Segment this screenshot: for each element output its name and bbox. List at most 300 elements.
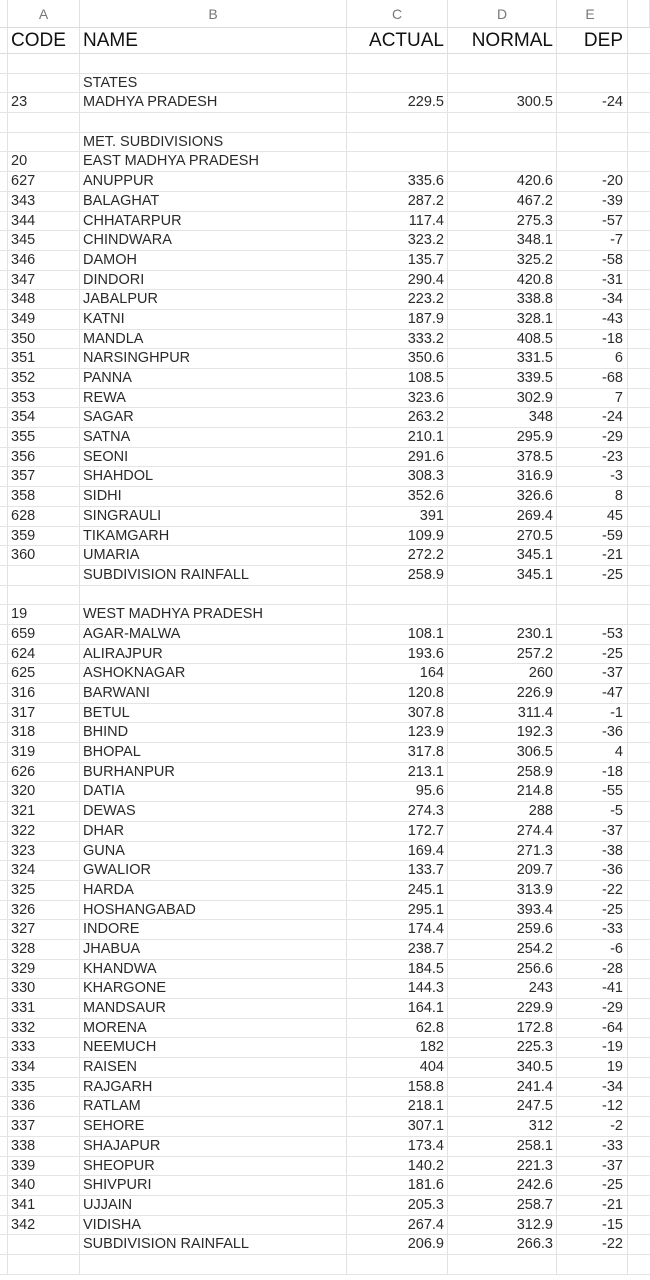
name-cell[interactable]: WEST MADHYA PRADESH [80, 605, 347, 624]
normal-cell[interactable] [448, 54, 557, 73]
name-cell[interactable]: AGAR-MALWA [80, 625, 347, 644]
normal-cell[interactable]: 260 [448, 664, 557, 683]
name-cell[interactable]: DINDORI [80, 271, 347, 290]
empty-cell[interactable] [628, 93, 650, 112]
empty-cell[interactable] [628, 861, 650, 880]
name-cell[interactable]: INDORE [80, 920, 347, 939]
dep-cell[interactable]: 6 [557, 349, 628, 368]
name-cell[interactable] [80, 54, 347, 73]
name-cell[interactable]: SUBDIVISION RAINFALL [80, 566, 347, 585]
header-code[interactable]: CODE [8, 28, 80, 53]
empty-cell[interactable] [628, 881, 650, 900]
code-cell[interactable]: 323 [8, 842, 80, 861]
normal-cell[interactable]: 312 [448, 1117, 557, 1136]
actual-cell[interactable]: 263.2 [347, 408, 448, 427]
empty-cell[interactable] [628, 1137, 650, 1156]
empty-cell[interactable] [628, 408, 650, 427]
name-cell[interactable]: SHIVPURI [80, 1176, 347, 1195]
normal-cell[interactable]: 258.7 [448, 1196, 557, 1215]
code-cell[interactable]: 19 [8, 605, 80, 624]
empty-cell[interactable] [628, 664, 650, 683]
code-cell[interactable]: 328 [8, 940, 80, 959]
dep-cell[interactable]: -20 [557, 172, 628, 191]
code-cell[interactable]: 359 [8, 527, 80, 546]
code-cell[interactable]: 350 [8, 330, 80, 349]
empty-cell[interactable] [628, 1117, 650, 1136]
dep-cell[interactable]: -21 [557, 1196, 628, 1215]
header-actual[interactable]: ACTUAL [347, 28, 448, 53]
dep-cell[interactable]: -23 [557, 448, 628, 467]
empty-cell[interactable] [628, 586, 650, 605]
empty-cell[interactable] [628, 487, 650, 506]
code-cell[interactable]: 348 [8, 290, 80, 309]
code-cell[interactable]: 339 [8, 1157, 80, 1176]
dep-cell[interactable]: -36 [557, 861, 628, 880]
empty-cell[interactable] [628, 1176, 650, 1195]
empty-cell[interactable] [628, 782, 650, 801]
empty-cell[interactable] [628, 172, 650, 191]
dep-cell[interactable] [557, 152, 628, 171]
normal-cell[interactable]: 338.8 [448, 290, 557, 309]
dep-cell[interactable]: -41 [557, 979, 628, 998]
actual-cell[interactable]: 182 [347, 1038, 448, 1057]
actual-cell[interactable]: 193.6 [347, 645, 448, 664]
name-cell[interactable]: SHAJAPUR [80, 1137, 347, 1156]
code-cell[interactable]: 351 [8, 349, 80, 368]
code-cell[interactable] [8, 566, 80, 585]
code-cell[interactable] [8, 1255, 80, 1274]
code-cell[interactable]: 337 [8, 1117, 80, 1136]
actual-cell[interactable]: 258.9 [347, 566, 448, 585]
actual-cell[interactable]: 223.2 [347, 290, 448, 309]
code-cell[interactable] [8, 1235, 80, 1254]
actual-cell[interactable] [347, 133, 448, 152]
empty-cell[interactable] [628, 566, 650, 585]
dep-cell[interactable]: -53 [557, 625, 628, 644]
actual-cell[interactable]: 295.1 [347, 901, 448, 920]
code-cell[interactable]: 357 [8, 467, 80, 486]
normal-cell[interactable]: 325.2 [448, 251, 557, 270]
empty-cell[interactable] [628, 999, 650, 1018]
normal-cell[interactable]: 312.9 [448, 1216, 557, 1235]
normal-cell[interactable]: 270.5 [448, 527, 557, 546]
name-cell[interactable]: BURHANPUR [80, 763, 347, 782]
actual-cell[interactable]: 290.4 [347, 271, 448, 290]
actual-cell[interactable]: 205.3 [347, 1196, 448, 1215]
dep-cell[interactable]: -68 [557, 369, 628, 388]
normal-cell[interactable]: 378.5 [448, 448, 557, 467]
name-cell[interactable]: KATNI [80, 310, 347, 329]
actual-cell[interactable] [347, 152, 448, 171]
dep-cell[interactable]: -57 [557, 212, 628, 231]
normal-cell[interactable]: 348 [448, 408, 557, 427]
name-cell[interactable]: MET. SUBDIVISIONS [80, 133, 347, 152]
name-cell[interactable]: MANDLA [80, 330, 347, 349]
name-cell[interactable]: UJJAIN [80, 1196, 347, 1215]
code-cell[interactable]: 352 [8, 369, 80, 388]
normal-cell[interactable]: 192.3 [448, 723, 557, 742]
dep-cell[interactable]: -7 [557, 231, 628, 250]
code-cell[interactable]: 316 [8, 684, 80, 703]
name-cell[interactable]: CHHATARPUR [80, 212, 347, 231]
name-cell[interactable]: JHABUA [80, 940, 347, 959]
code-cell[interactable]: 356 [8, 448, 80, 467]
actual-cell[interactable]: 323.2 [347, 231, 448, 250]
dep-cell[interactable]: -5 [557, 802, 628, 821]
code-cell[interactable]: 331 [8, 999, 80, 1018]
dep-cell[interactable] [557, 1255, 628, 1274]
normal-cell[interactable]: 247.5 [448, 1097, 557, 1116]
normal-cell[interactable]: 339.5 [448, 369, 557, 388]
name-cell[interactable]: GUNA [80, 842, 347, 861]
name-cell[interactable]: KHARGONE [80, 979, 347, 998]
actual-cell[interactable]: 307.8 [347, 704, 448, 723]
code-cell[interactable]: 346 [8, 251, 80, 270]
dep-cell[interactable]: -21 [557, 546, 628, 565]
name-cell[interactable]: DHAR [80, 822, 347, 841]
actual-cell[interactable]: 210.1 [347, 428, 448, 447]
normal-cell[interactable]: 257.2 [448, 645, 557, 664]
empty-cell[interactable] [628, 1216, 650, 1235]
actual-cell[interactable] [347, 1255, 448, 1274]
code-cell[interactable]: 340 [8, 1176, 80, 1195]
actual-cell[interactable]: 173.4 [347, 1137, 448, 1156]
normal-cell[interactable] [448, 605, 557, 624]
name-cell[interactable]: SINGRAULI [80, 507, 347, 526]
code-cell[interactable]: 625 [8, 664, 80, 683]
normal-cell[interactable]: 306.5 [448, 743, 557, 762]
empty-cell[interactable] [628, 743, 650, 762]
code-cell[interactable]: 349 [8, 310, 80, 329]
empty-cell[interactable] [628, 546, 650, 565]
actual-cell[interactable]: 272.2 [347, 546, 448, 565]
empty-cell[interactable] [628, 763, 650, 782]
name-cell[interactable]: SHEOPUR [80, 1157, 347, 1176]
normal-cell[interactable]: 316.9 [448, 467, 557, 486]
dep-cell[interactable] [557, 586, 628, 605]
actual-cell[interactable]: 291.6 [347, 448, 448, 467]
code-cell[interactable]: 627 [8, 172, 80, 191]
empty-cell[interactable] [628, 625, 650, 644]
empty-cell[interactable] [628, 1078, 650, 1097]
code-cell[interactable]: 334 [8, 1058, 80, 1077]
name-cell[interactable] [80, 586, 347, 605]
code-cell[interactable]: 345 [8, 231, 80, 250]
code-cell[interactable]: 344 [8, 212, 80, 231]
normal-cell[interactable]: 221.3 [448, 1157, 557, 1176]
actual-cell[interactable]: 181.6 [347, 1176, 448, 1195]
normal-cell[interactable]: 209.7 [448, 861, 557, 880]
empty-cell[interactable] [628, 822, 650, 841]
name-cell[interactable]: ANUPPUR [80, 172, 347, 191]
code-cell[interactable]: 326 [8, 901, 80, 920]
empty-cell[interactable] [628, 212, 650, 231]
code-cell[interactable]: 319 [8, 743, 80, 762]
actual-cell[interactable]: 123.9 [347, 723, 448, 742]
actual-cell[interactable]: 274.3 [347, 802, 448, 821]
actual-cell[interactable]: 238.7 [347, 940, 448, 959]
actual-cell[interactable]: 144.3 [347, 979, 448, 998]
empty-cell[interactable] [628, 369, 650, 388]
actual-cell[interactable]: 218.1 [347, 1097, 448, 1116]
normal-cell[interactable]: 348.1 [448, 231, 557, 250]
code-cell[interactable]: 329 [8, 960, 80, 979]
name-cell[interactable]: SEHORE [80, 1117, 347, 1136]
name-cell[interactable]: SATNA [80, 428, 347, 447]
actual-cell[interactable]: 62.8 [347, 1019, 448, 1038]
actual-cell[interactable]: 108.1 [347, 625, 448, 644]
code-cell[interactable]: 322 [8, 822, 80, 841]
name-cell[interactable]: MORENA [80, 1019, 347, 1038]
code-cell[interactable]: 624 [8, 645, 80, 664]
normal-cell[interactable]: 230.1 [448, 625, 557, 644]
actual-cell[interactable]: 391 [347, 507, 448, 526]
normal-cell[interactable] [448, 1255, 557, 1274]
normal-cell[interactable]: 254.2 [448, 940, 557, 959]
empty-cell[interactable] [628, 1235, 650, 1254]
code-cell[interactable]: 325 [8, 881, 80, 900]
empty-cell[interactable] [628, 1038, 650, 1057]
code-cell[interactable]: 360 [8, 546, 80, 565]
dep-cell[interactable]: 7 [557, 389, 628, 408]
empty-cell[interactable] [628, 133, 650, 152]
empty-cell[interactable] [628, 1157, 650, 1176]
empty-cell[interactable] [628, 389, 650, 408]
actual-cell[interactable] [347, 113, 448, 132]
empty-cell[interactable] [628, 645, 650, 664]
empty-cell[interactable] [628, 527, 650, 546]
empty-cell[interactable] [628, 271, 650, 290]
actual-cell[interactable] [347, 605, 448, 624]
dep-cell[interactable]: -28 [557, 960, 628, 979]
normal-cell[interactable]: 326.6 [448, 487, 557, 506]
code-cell[interactable]: 321 [8, 802, 80, 821]
dep-cell[interactable]: 4 [557, 743, 628, 762]
name-cell[interactable]: ASHOKNAGAR [80, 664, 347, 683]
code-cell[interactable]: 341 [8, 1196, 80, 1215]
code-cell[interactable]: 355 [8, 428, 80, 447]
header-dep[interactable]: DEP [557, 28, 628, 53]
empty-cell[interactable] [628, 113, 650, 132]
empty-cell[interactable] [628, 920, 650, 939]
code-cell[interactable]: 318 [8, 723, 80, 742]
dep-cell[interactable]: -37 [557, 1157, 628, 1176]
column-letter-e[interactable]: E [557, 0, 628, 27]
dep-cell[interactable]: -34 [557, 290, 628, 309]
dep-cell[interactable]: -19 [557, 1038, 628, 1057]
name-cell[interactable]: STATES [80, 74, 347, 93]
normal-cell[interactable] [448, 152, 557, 171]
normal-cell[interactable]: 300.5 [448, 93, 557, 112]
dep-cell[interactable] [557, 74, 628, 93]
actual-cell[interactable]: 245.1 [347, 881, 448, 900]
actual-cell[interactable]: 323.6 [347, 389, 448, 408]
empty-cell[interactable] [628, 290, 650, 309]
name-cell[interactable]: DATIA [80, 782, 347, 801]
name-cell[interactable]: PANNA [80, 369, 347, 388]
normal-cell[interactable]: 345.1 [448, 566, 557, 585]
name-cell[interactable]: SAGAR [80, 408, 347, 427]
empty-cell[interactable] [628, 231, 650, 250]
actual-cell[interactable]: 287.2 [347, 192, 448, 211]
actual-cell[interactable]: 164.1 [347, 999, 448, 1018]
code-cell[interactable]: 342 [8, 1216, 80, 1235]
dep-cell[interactable]: -24 [557, 408, 628, 427]
dep-cell[interactable]: -33 [557, 1137, 628, 1156]
code-cell[interactable]: 333 [8, 1038, 80, 1057]
dep-cell[interactable]: -39 [557, 192, 628, 211]
name-cell[interactable]: JABALPUR [80, 290, 347, 309]
empty-cell[interactable] [628, 1097, 650, 1116]
normal-cell[interactable] [448, 74, 557, 93]
actual-cell[interactable]: 213.1 [347, 763, 448, 782]
name-cell[interactable]: SUBDIVISION RAINFALL [80, 1235, 347, 1254]
actual-cell[interactable]: 229.5 [347, 93, 448, 112]
dep-cell[interactable]: 19 [557, 1058, 628, 1077]
column-letter-d[interactable]: D [448, 0, 557, 27]
code-cell[interactable]: 320 [8, 782, 80, 801]
code-cell[interactable]: 347 [8, 271, 80, 290]
normal-cell[interactable]: 225.3 [448, 1038, 557, 1057]
dep-cell[interactable]: -6 [557, 940, 628, 959]
normal-cell[interactable] [448, 586, 557, 605]
dep-cell[interactable]: -25 [557, 566, 628, 585]
name-cell[interactable]: ALIRAJPUR [80, 645, 347, 664]
normal-cell[interactable]: 258.1 [448, 1137, 557, 1156]
column-letter-f[interactable] [628, 0, 650, 27]
dep-cell[interactable]: -1 [557, 704, 628, 723]
empty-cell[interactable] [628, 960, 650, 979]
dep-cell[interactable]: -18 [557, 763, 628, 782]
name-cell[interactable]: NARSINGHPUR [80, 349, 347, 368]
dep-cell[interactable]: -36 [557, 723, 628, 742]
name-cell[interactable]: RATLAM [80, 1097, 347, 1116]
dep-cell[interactable]: -47 [557, 684, 628, 703]
dep-cell[interactable]: -12 [557, 1097, 628, 1116]
code-cell[interactable]: 20 [8, 152, 80, 171]
code-cell[interactable]: 330 [8, 979, 80, 998]
dep-cell[interactable]: -22 [557, 1235, 628, 1254]
normal-cell[interactable]: 313.9 [448, 881, 557, 900]
normal-cell[interactable]: 275.3 [448, 212, 557, 231]
dep-cell[interactable]: -34 [557, 1078, 628, 1097]
name-cell[interactable]: MANDSAUR [80, 999, 347, 1018]
name-cell[interactable] [80, 113, 347, 132]
empty-cell[interactable] [628, 723, 650, 742]
normal-cell[interactable]: 393.4 [448, 901, 557, 920]
dep-cell[interactable]: -24 [557, 93, 628, 112]
dep-cell[interactable]: -22 [557, 881, 628, 900]
normal-cell[interactable]: 259.6 [448, 920, 557, 939]
code-cell[interactable]: 23 [8, 93, 80, 112]
name-cell[interactable]: MADHYA PRADESH [80, 93, 347, 112]
name-cell[interactable]: SIDHI [80, 487, 347, 506]
name-cell[interactable]: GWALIOR [80, 861, 347, 880]
actual-cell[interactable]: 352.6 [347, 487, 448, 506]
normal-cell[interactable]: 269.4 [448, 507, 557, 526]
normal-cell[interactable]: 241.4 [448, 1078, 557, 1097]
code-cell[interactable]: 354 [8, 408, 80, 427]
normal-cell[interactable] [448, 133, 557, 152]
actual-cell[interactable]: 140.2 [347, 1157, 448, 1176]
name-cell[interactable]: BALAGHAT [80, 192, 347, 211]
column-letter-a[interactable]: A [8, 0, 80, 27]
code-cell[interactable]: 327 [8, 920, 80, 939]
column-letter-b[interactable]: B [80, 0, 347, 27]
empty-cell[interactable] [628, 940, 650, 959]
dep-cell[interactable]: -38 [557, 842, 628, 861]
dep-cell[interactable] [557, 54, 628, 73]
code-cell[interactable]: 343 [8, 192, 80, 211]
dep-cell[interactable]: -18 [557, 330, 628, 349]
actual-cell[interactable]: 187.9 [347, 310, 448, 329]
name-cell[interactable]: BARWANI [80, 684, 347, 703]
empty-cell[interactable] [628, 251, 650, 270]
empty-cell[interactable] [628, 1058, 650, 1077]
dep-cell[interactable]: -25 [557, 901, 628, 920]
name-cell[interactable]: BHOPAL [80, 743, 347, 762]
normal-cell[interactable]: 271.3 [448, 842, 557, 861]
actual-cell[interactable]: 333.2 [347, 330, 448, 349]
actual-cell[interactable]: 133.7 [347, 861, 448, 880]
code-cell[interactable]: 626 [8, 763, 80, 782]
empty-cell[interactable] [628, 1196, 650, 1215]
normal-cell[interactable]: 242.6 [448, 1176, 557, 1195]
column-letter-c[interactable]: C [347, 0, 448, 27]
empty-cell[interactable] [628, 1255, 650, 1274]
header-name[interactable]: NAME [80, 28, 347, 53]
normal-cell[interactable]: 274.4 [448, 822, 557, 841]
code-cell[interactable]: 335 [8, 1078, 80, 1097]
actual-cell[interactable]: 317.8 [347, 743, 448, 762]
name-cell[interactable]: RAJGARH [80, 1078, 347, 1097]
normal-cell[interactable]: 420.6 [448, 172, 557, 191]
name-cell[interactable]: SHAHDOL [80, 467, 347, 486]
empty-cell[interactable] [628, 901, 650, 920]
normal-cell[interactable]: 226.9 [448, 684, 557, 703]
actual-cell[interactable] [347, 586, 448, 605]
actual-cell[interactable] [347, 74, 448, 93]
actual-cell[interactable]: 169.4 [347, 842, 448, 861]
name-cell[interactable]: REWA [80, 389, 347, 408]
name-cell[interactable]: NEEMUCH [80, 1038, 347, 1057]
name-cell[interactable]: CHINDWARA [80, 231, 347, 250]
name-cell[interactable]: VIDISHA [80, 1216, 347, 1235]
dep-cell[interactable]: -37 [557, 664, 628, 683]
empty-cell[interactable] [628, 704, 650, 723]
actual-cell[interactable]: 308.3 [347, 467, 448, 486]
name-cell[interactable]: KHANDWA [80, 960, 347, 979]
normal-cell[interactable]: 229.9 [448, 999, 557, 1018]
dep-cell[interactable]: -43 [557, 310, 628, 329]
code-cell[interactable]: 358 [8, 487, 80, 506]
dep-cell[interactable]: 8 [557, 487, 628, 506]
name-cell[interactable]: TIKAMGARH [80, 527, 347, 546]
dep-cell[interactable]: -29 [557, 428, 628, 447]
empty-cell[interactable] [628, 74, 650, 93]
dep-cell[interactable]: -15 [557, 1216, 628, 1235]
dep-cell[interactable]: -3 [557, 467, 628, 486]
normal-cell[interactable]: 420.8 [448, 271, 557, 290]
normal-cell[interactable]: 243 [448, 979, 557, 998]
empty-cell[interactable] [628, 448, 650, 467]
empty-cell[interactable] [628, 54, 650, 73]
actual-cell[interactable]: 307.1 [347, 1117, 448, 1136]
actual-cell[interactable]: 267.4 [347, 1216, 448, 1235]
empty-cell[interactable] [628, 605, 650, 624]
dep-cell[interactable]: -64 [557, 1019, 628, 1038]
name-cell[interactable]: EAST MADHYA PRADESH [80, 152, 347, 171]
